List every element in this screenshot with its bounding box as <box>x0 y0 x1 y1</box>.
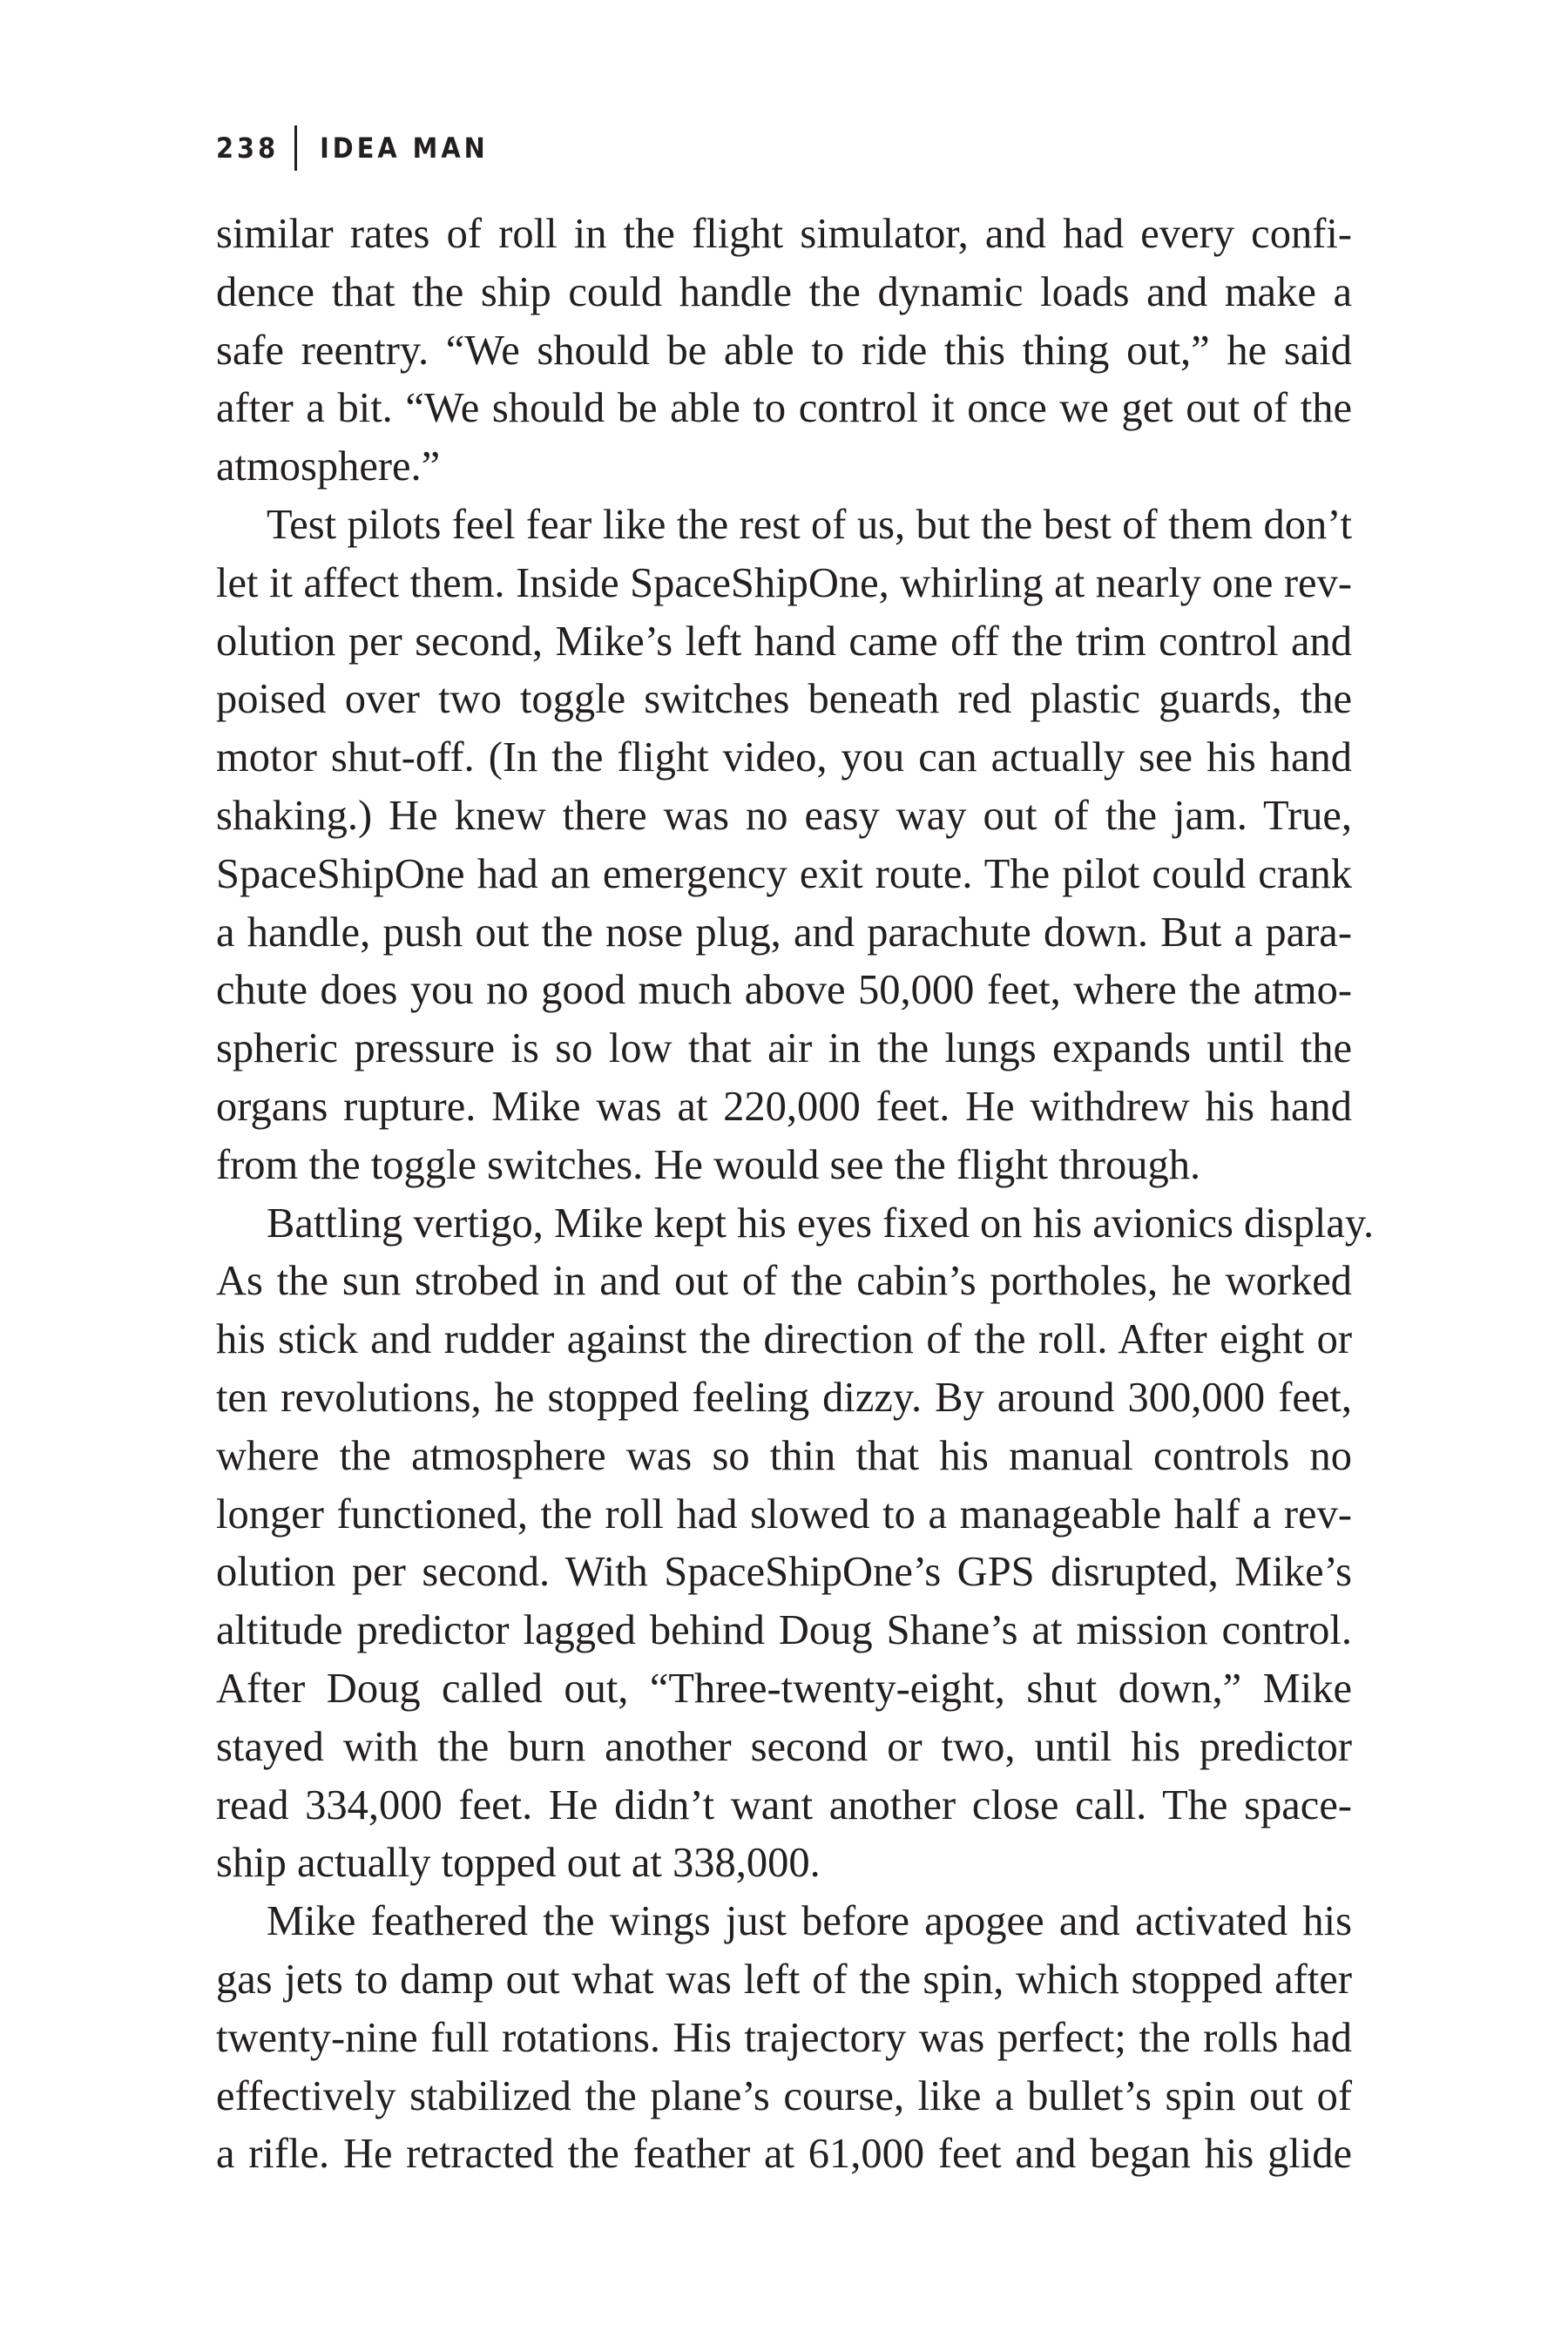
text-line: similar rates of roll in the flight simulator, and had every confi- <box>216 211 1352 257</box>
text-line: Mike feathered the wings just before apogee and activated his <box>267 1898 1352 1945</box>
text-line: his stick and rudder against the direction of the roll. After eight or <box>216 1316 1352 1363</box>
body-text <box>216 206 1375 2184</box>
text-line: atmosphere.” <box>216 443 441 490</box>
text-line: twenty-nine full rotations. His trajectory was perfect; the rolls had <box>216 2014 1352 2061</box>
text-line: shaking.) He knew there was no easy way out of the jam. True, <box>216 792 1352 839</box>
page-number: 238 <box>216 132 280 165</box>
paragraph <box>216 1893 1352 2184</box>
text-line: Test pilots feel fear like the rest of us, but the best of them don’t <box>267 501 1352 548</box>
text-line: a handle, push out the nose plug, and parachute down. But a para- <box>216 909 1352 956</box>
text-line: let it affect them. Inside SpaceShipOne, whirling at nearly one rev- <box>216 559 1352 606</box>
text-line: olution per second. With SpaceShipOne’s GPS disrupted, Mike’s <box>216 1549 1352 1596</box>
text-line: SpaceShipOne had an emergency exit route. The pilot could crank <box>216 850 1352 897</box>
text-line: spheric pressure is so low that air in the lungs expands until the <box>216 1025 1352 1072</box>
text-line: from the toggle switches. He would see the flight through. <box>216 1141 1201 1188</box>
paragraph <box>216 206 1352 497</box>
running-head <box>216 126 489 170</box>
text-line: safe reentry. “We should be able to ride this thing out,” he said <box>216 327 1352 374</box>
book-title: IDEA MAN <box>320 132 489 165</box>
text-line: ship actually topped out at 338,000. <box>216 1840 821 1887</box>
text-line: longer functioned, the roll had slowed to a manageable half a rev- <box>216 1490 1352 1538</box>
text-line: Battling vertigo, Mike kept his eyes fixed on his avionics display. <box>267 1200 1375 1247</box>
text-line: after a bit. “We should be able to control it once we get out of the <box>216 385 1352 432</box>
text-line: motor shut-off. (In the flight video, you can actually see his hand <box>216 734 1352 781</box>
text-line: altitude predictor lagged behind Doug Shane’s at mission control. <box>216 1607 1352 1654</box>
text-line: read 334,000 feet. He didn’t want another close call. The space- <box>216 1781 1352 1828</box>
text-line: where the atmosphere was so thin that his manual controls no <box>216 1432 1352 1479</box>
text-line: poised over two toggle switches beneath red plastic guards, the <box>216 676 1352 723</box>
text-line: ten revolutions, he stopped feeling dizzy. By around 300,000 feet, <box>216 1374 1352 1421</box>
text-line: stayed with the burn another second or two, until his predictor <box>216 1723 1352 1770</box>
text-line: As the sun strobed in and out of the cabin’s portholes, he worked <box>216 1258 1352 1305</box>
text-line: dence that the ship could handle the dynamic loads and make a <box>216 268 1352 315</box>
text-line: After Doug called out, “Three-twenty-eight, shut down,” Mike <box>216 1665 1352 1712</box>
text-line: a rifle. He retracted the feather at 61,000 feet and began his glide <box>216 2131 1352 2178</box>
paragraph <box>216 1195 1375 1894</box>
paragraph <box>216 497 1352 1195</box>
text-line: chute does you no good much above 50,000 feet, where the atmo- <box>216 967 1352 1014</box>
text-line: effectively stabilized the plane’s course, like a bullet’s spin out of <box>216 2072 1352 2119</box>
header-divider <box>294 125 297 171</box>
text-line: gas jets to damp out what was left of the spin, which stopped after <box>216 1956 1352 2003</box>
text-line: organs rupture. Mike was at 220,000 feet. He withdrew his hand <box>216 1083 1352 1130</box>
text-line: olution per second, Mike’s left hand came off the trim control and <box>216 618 1352 665</box>
